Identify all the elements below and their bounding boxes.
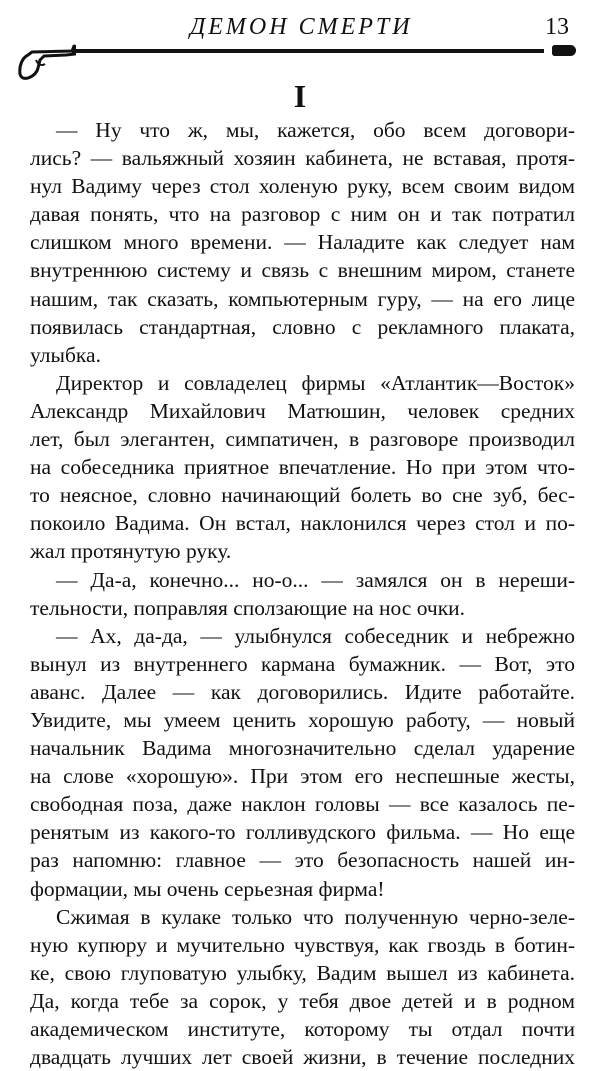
text-line: нашим, так сказать, компьютерным гуру, — на его лице [30,286,575,311]
header-rule [72,49,544,53]
text-line: на собеседника приятное впечатление. Но при этом что- [30,455,575,480]
text-line: — Ну что ж, мы, кажется, обо всем договори- [56,118,575,142]
text-line: раз напомню: главное — это безопасность нашей ин- [30,848,575,873]
text-line: Да, когда тебе за сорок, у тебя двое детей и в родном [30,988,575,1013]
text-line: слишком много времени. — Наладите как следует нам [30,230,575,255]
text-line: ную купюру и мучительно чувствуя, как гвоздь в ботин- [30,932,575,957]
chapter-number: I [293,78,307,114]
text-line: лет, был элегантен, симпатичен, в разговоре производил [30,427,575,452]
text-line: двадцать лучших лет своей жизни, в течение последних [30,1045,575,1070]
pistol-icon [14,38,76,80]
text-line: давая понять, что на разговор с ним он и так потратил [30,202,575,227]
text-line: — Да-а, конечно... но-о... — замялся он в нереши- [56,567,575,592]
text-line: Александр Михайлович Матюшин, человек средних [30,398,575,423]
text-line: — Ах, да-да, — улыбнулся собеседник и небрежно [56,623,575,648]
text-line: то неясное, словно начинающий болеть во сне зуб, бес- [30,483,575,508]
text-line: Директор и совладелец фирмы «Атлантик—Восток» [56,370,575,395]
text-line: появилась стандартная, словно с рекламного плаката, [30,314,575,339]
text-line: ренятым из какого-то голливудского фильма. — Но еще [30,820,575,845]
text-line: ке, свою глуповатую улыбку, Вадим вышел из кабинета. [30,960,575,985]
text-line: академическом институте, которому ты отдал почти [30,1017,575,1041]
header-rule-end [552,45,576,56]
text-line: лись? — вальяжный хозяин кабинета, не вставая, протя- [30,146,575,171]
text-line: свободная поза, даже наклон головы — все казалось пе- [30,792,575,817]
text-line: аванс. Далее — как договорились. Идите работайте. [30,679,575,704]
text-line: на слове «хорошую». При этом его неспешные жесты, [30,764,575,789]
text-line: покоило Вадима. Он встал, наклонился через стол и по- [30,511,575,536]
text-line: Сжимая в кулаке только что полученную черно-зеле- [56,904,575,929]
text-line: жал протянутую руку. [30,539,232,564]
running-title: ДЕМОН СМЕРТИ [190,14,413,40]
text-line: тельности, поправляя сползающие на нос очки. [30,595,466,620]
text-line: нул Вадиму через стол холеную руку, всем своим видом [30,174,575,199]
page-header [0,0,600,80]
text-line: начальник Вадима многозначительно сделал ударение [30,736,575,761]
text-line: формации, мы очень серьезная фирма! [30,876,385,901]
text-line: внутреннюю систему и связь с внешним миром, станете [30,258,575,283]
text-line: улыбка. [30,342,101,367]
text-line: Увидите, мы умеем ценить хорошую работу, — новый [30,707,575,732]
page-number: 13 [545,14,569,40]
text-line: вынул из внутреннего кармана бумажник. — Вот, это [30,651,575,676]
body-text [30,116,575,1071]
